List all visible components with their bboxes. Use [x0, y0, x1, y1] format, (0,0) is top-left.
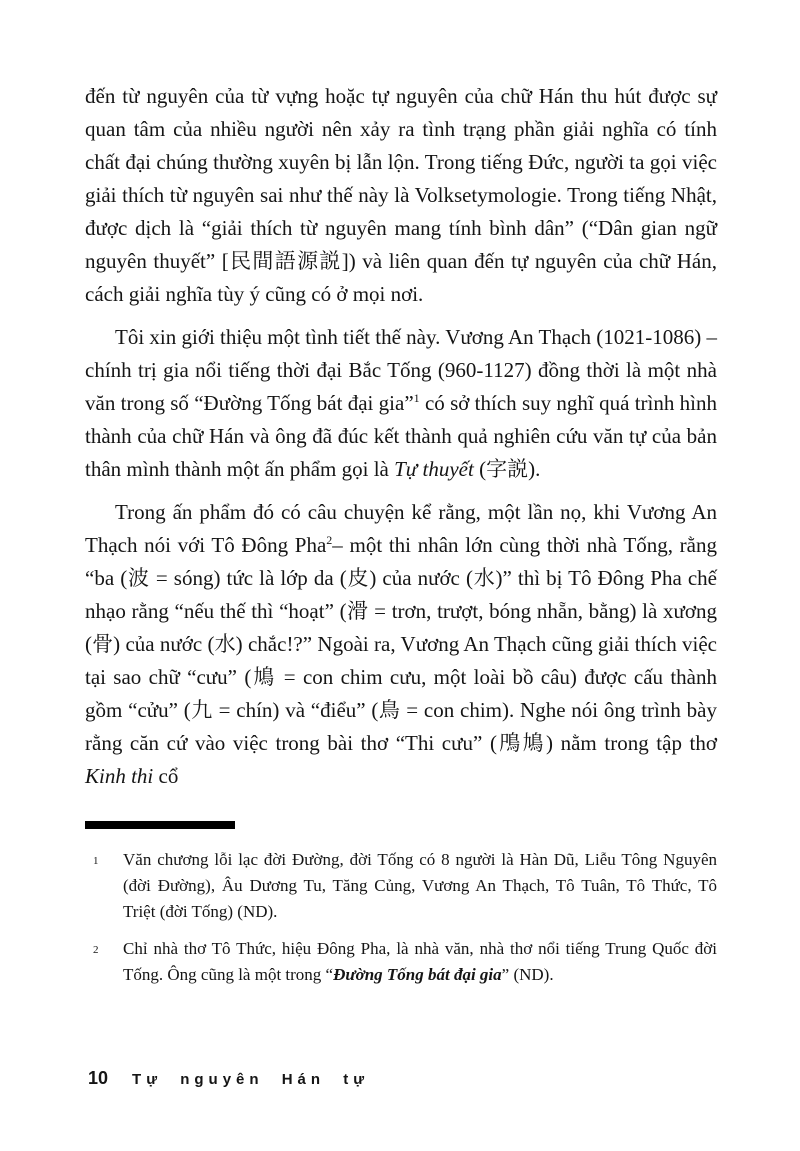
footnote: [85, 936, 717, 988]
paragraph: [85, 496, 717, 793]
text-segment: Trong ấn phẩm đó có câu chuyện kể rằng, một lần nọ, khi Vương An Thạch nói với Tô Đông Pha: [85, 500, 717, 557]
text-segment: Tôi xin giới thiệu một tình tiết thế này. Vương An Thạch (1021-1086) –chính trị gia nổi tiếng thời đại Bắc Tống (960-1127) đồng thời là một nhà văn trong số “Đường Tống bát đại gia”: [85, 325, 717, 415]
page-footer: [88, 1068, 369, 1089]
paragraph: [85, 80, 717, 311]
text-segment: có sở thích suy nghĩ quá trình hình thành của chữ Hán và ông đã đúc kết thành quả nghiên cứu văn tự của bản thân mình thành một ấn phẩm gọi là: [85, 391, 717, 481]
footnotes-section: [85, 847, 717, 988]
body-text: [85, 80, 717, 793]
text-segment: đến từ nguyên của từ vựng hoặc tự nguyên của chữ Hán thu hút được sự quan tâm của nhiều người nên xảy ra tình trạng phần giải nghĩa có tính chất đại chúng thường xuyên bị lẫn lộn. Trong tiếng Đức, người ta gọi việc giải thích từ nguyên sai như thế này là Volksetymologie. Trong tiếng Nhật, được dịch là “giải thích từ nguyên mang tính bình dân” (“Dân gian ngữ nguyên thuyết” [民間語源説]) và liên quan đến tự nguyên của chữ Hán, cách giải nghĩa tùy ý cũng có ở mọi nơi.: [85, 84, 717, 306]
text-segment: Tự thuyết: [394, 457, 474, 481]
text-segment: ” (ND).: [501, 965, 554, 984]
text-segment: Đường Tống bát đại gia: [333, 965, 502, 984]
text-segment: Kinh thi: [85, 764, 154, 788]
footnote-marker: 2: [93, 944, 99, 956]
text-segment: – một thi nhân lớn cùng thời nhà Tống, rằng “ba (波 = sóng) tức là lớp da (皮) của nước (水)” thì bị Tô Đông Pha chế nhạo rằng “nếu thế thì “hoạt” (滑 = trơn, trượt, bóng nhẵn, bằng) là xương (骨) của nước (水) chắc!?” Ngoài ra, Vương An Thạch cũng giải thích việc tại sao chữ “cưu” (鳩 = con chim cưu, một loài bồ câu) được cấu thành gồm “cửu” (九 = chín) và “điểu” (鳥 = con chim). Nghe nói ông trình bày rằng căn cứ vào việc trong bài thơ “Thi cưu” (鳲鳩) nằm trong tập thơ: [85, 533, 718, 755]
footnote-ref: 2: [326, 533, 333, 547]
footnote-divider: [85, 821, 235, 829]
text-segment: (字説).: [473, 457, 541, 481]
text-segment: cổ: [153, 764, 179, 788]
page-number: 10: [88, 1068, 109, 1088]
text-segment: Chỉ nhà thơ Tô Thức, hiệu Đông Pha, là nhà văn, nhà thơ nổi tiếng Trung Quốc đời Tống. Ông cũng là một trong “: [123, 939, 717, 984]
footnote-marker: 1: [93, 855, 99, 867]
footnote-text: [123, 850, 717, 921]
footnote: [85, 847, 717, 925]
footnote-text: [123, 939, 717, 984]
text-segment: Văn chương lỗi lạc đời Đường, đời Tống có 8 người là Hàn Dũ, Liễu Tông Nguyên (đời Đường), Âu Dương Tu, Tăng Củng, Vương An Thạch, Tô Tuân, Tô Thức, Tô Triệt (đời Tống) (ND).: [123, 850, 717, 921]
running-title: Tự nguyên Hán tự: [132, 1071, 370, 1088]
footnote-ref: 1: [413, 391, 420, 405]
paragraph: [85, 321, 717, 486]
